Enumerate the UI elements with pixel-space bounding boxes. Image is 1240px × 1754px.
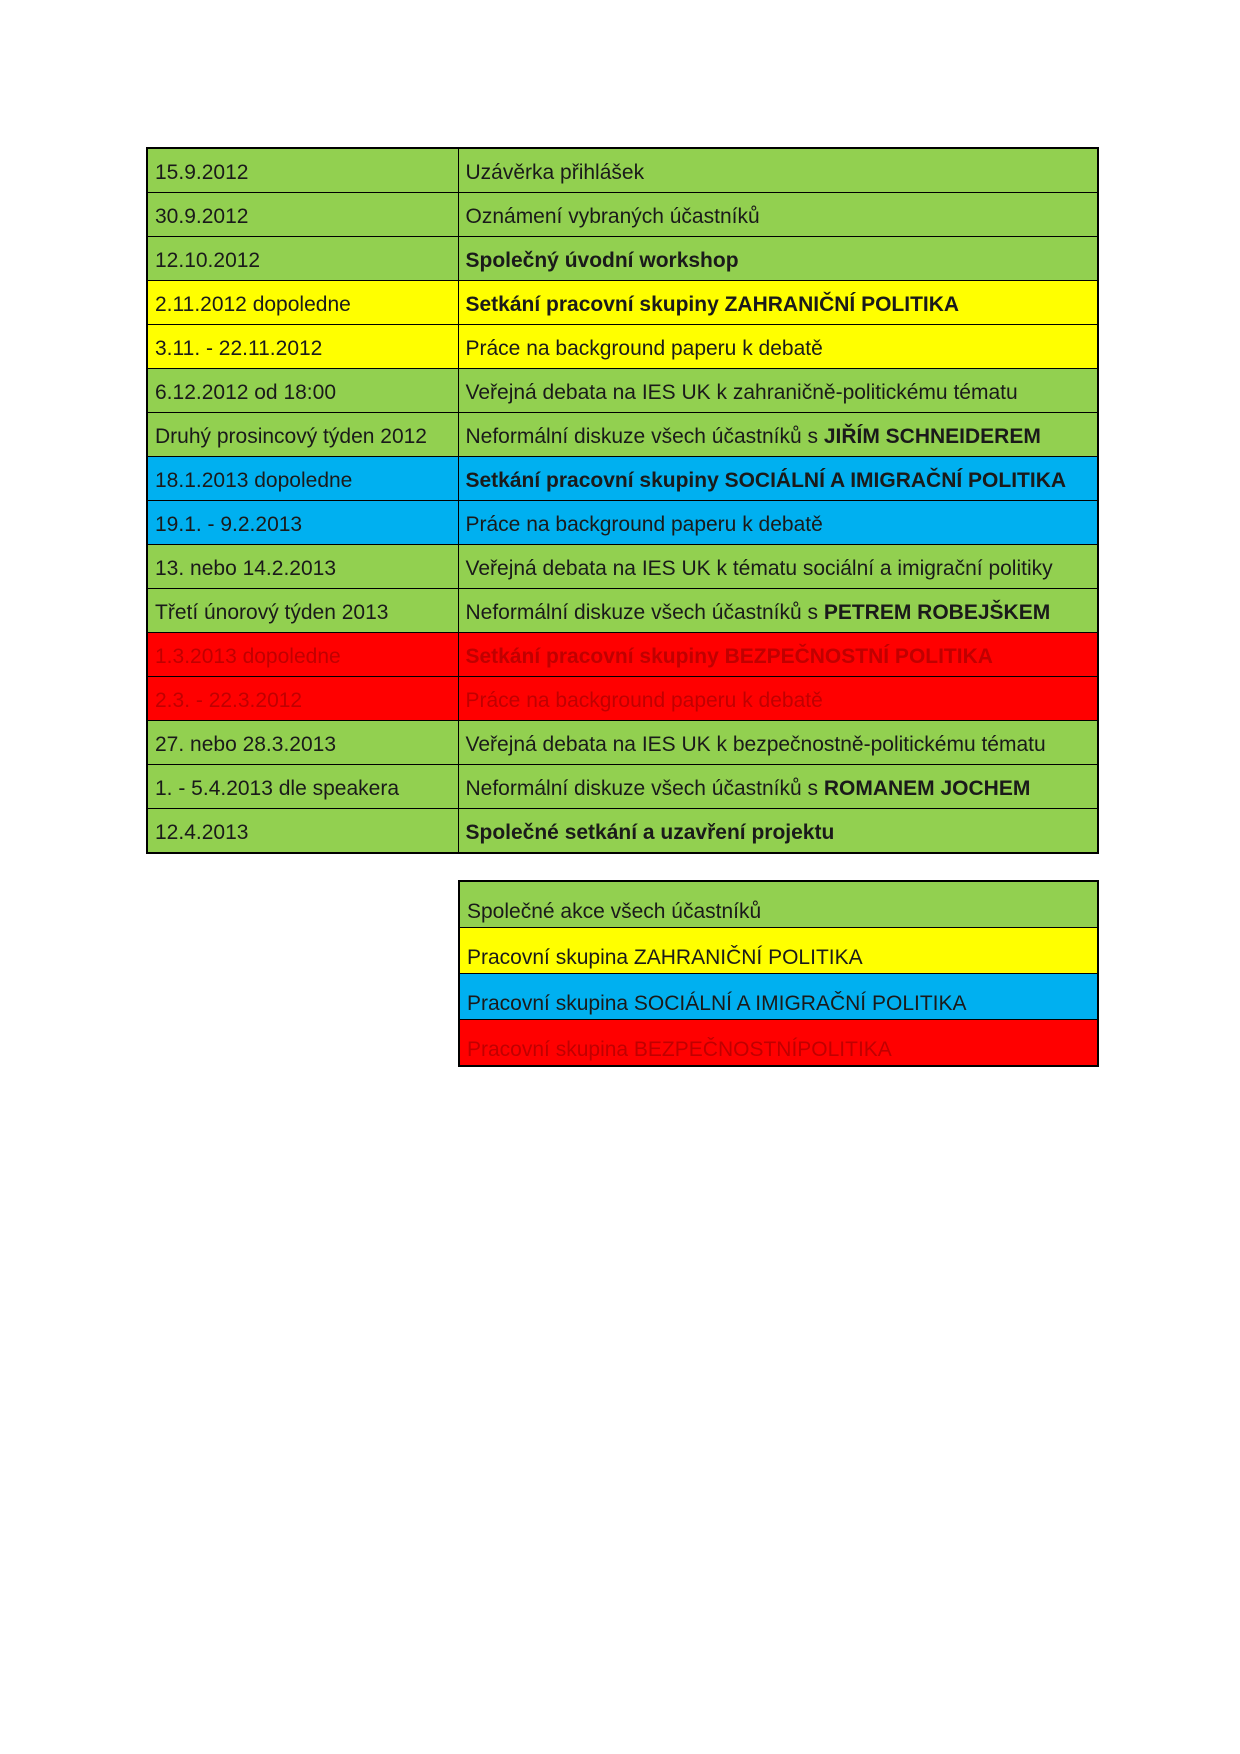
schedule-event-guest: ROMANEM JOCHEM: [823, 776, 1031, 800]
legend-row: [459, 881, 1098, 928]
schedule-row: [147, 148, 1098, 193]
schedule-date-cell: 6.12.2012 od 18:00: [147, 369, 458, 413]
schedule-date-cell: 30.9.2012: [147, 193, 458, 237]
schedule-table: [146, 147, 1099, 854]
schedule-event-cell: [458, 413, 1098, 457]
schedule-event-text: Neformální diskuze všech účastníků s: [465, 424, 824, 448]
schedule-event-text: Práce na background paperu k debatě: [465, 512, 823, 536]
schedule-row: [147, 457, 1098, 501]
schedule-event-cell: [458, 501, 1098, 545]
schedule-event-text: Veřejná debata na IES UK k tématu sociální a imigrační politiky: [465, 556, 1053, 580]
legend-table: [458, 880, 1099, 1067]
schedule-event-text: Oznámení vybraných účastníků: [465, 204, 760, 228]
schedule-event-cell: [458, 457, 1098, 501]
schedule-body: [147, 148, 1098, 853]
schedule-row: [147, 501, 1098, 545]
schedule-event-text: Společný úvodní workshop: [465, 248, 739, 272]
schedule-event-text: Veřejná debata na IES UK k bezpečnostně-politickému tématu: [465, 732, 1046, 756]
schedule-event-guest: PETREM ROBEJŠKEM: [823, 600, 1051, 624]
schedule-row: [147, 369, 1098, 413]
schedule-event-cell: [458, 237, 1098, 281]
schedule-event-cell: [458, 633, 1098, 677]
schedule-row: [147, 325, 1098, 369]
schedule-event-cell: [458, 193, 1098, 237]
schedule-row: [147, 809, 1098, 854]
schedule-row: [147, 413, 1098, 457]
schedule-row: [147, 721, 1098, 765]
schedule-row: [147, 765, 1098, 809]
schedule-row: [147, 589, 1098, 633]
legend-label: Pracovní skupina BEZPEČNOSTNÍPOLITIKA: [459, 1020, 1098, 1067]
schedule-date-cell: 12.4.2013: [147, 809, 458, 854]
schedule-event-text: Neformální diskuze všech účastníků s: [465, 600, 824, 624]
legend-row: [459, 974, 1098, 1020]
schedule-date-cell: 27. nebo 28.3.2013: [147, 721, 458, 765]
schedule-date-cell: 2.11.2012 dopoledne: [147, 281, 458, 325]
legend-body: [459, 881, 1098, 1066]
schedule-event-cell: [458, 809, 1098, 854]
schedule-event-text: Setkání pracovní skupiny BEZPEČNOSTNÍ POLITIKA: [465, 644, 993, 668]
schedule-event-cell: [458, 721, 1098, 765]
schedule-event-cell: [458, 325, 1098, 369]
schedule-event-cell: [458, 148, 1098, 193]
schedule-date-cell: 13. nebo 14.2.2013: [147, 545, 458, 589]
schedule-event-text: Práce na background paperu k debatě: [465, 336, 823, 360]
legend-label: Pracovní skupina SOCIÁLNÍ A IMIGRAČNÍ POLITIKA: [459, 974, 1098, 1020]
schedule-event-cell: [458, 677, 1098, 721]
schedule-row: [147, 633, 1098, 677]
schedule-row: [147, 677, 1098, 721]
schedule-row: [147, 545, 1098, 589]
schedule-event-text: Setkání pracovní skupiny SOCIÁLNÍ A IMIGRAČNÍ POLITIKA: [465, 468, 1067, 492]
schedule-event-cell: [458, 589, 1098, 633]
schedule-date-cell: 15.9.2012: [147, 148, 458, 193]
schedule-event-cell: [458, 369, 1098, 413]
legend-label: Pracovní skupina ZAHRANIČNÍ POLITIKA: [459, 928, 1098, 974]
schedule-date-cell: 19.1. - 9.2.2013: [147, 501, 458, 545]
schedule-row: [147, 193, 1098, 237]
schedule-event-text: Uzávěrka přihlášek: [465, 160, 645, 184]
schedule-date-cell: 2.3. - 22.3.2012: [147, 677, 458, 721]
legend-row: [459, 1020, 1098, 1067]
schedule-date-cell: 1. - 5.4.2013 dle speakera: [147, 765, 458, 809]
schedule-row: [147, 281, 1098, 325]
schedule-event-text: Společné setkání a uzavření projektu: [465, 820, 835, 844]
schedule-event-cell: [458, 545, 1098, 589]
schedule-event-text: Práce na background paperu k debatě: [465, 688, 823, 712]
schedule-event-text: Setkání pracovní skupiny ZAHRANIČNÍ POLITIKA: [465, 292, 960, 316]
schedule-date-cell: Druhý prosincový týden 2012: [147, 413, 458, 457]
schedule-row: [147, 237, 1098, 281]
schedule-event-cell: [458, 281, 1098, 325]
schedule-date-cell: Třetí únorový týden 2013: [147, 589, 458, 633]
schedule-event-text: Veřejná debata na IES UK k zahraničně-politickému tématu: [465, 380, 1018, 404]
legend-row: [459, 928, 1098, 974]
schedule-date-cell: 12.10.2012: [147, 237, 458, 281]
schedule-event-cell: [458, 765, 1098, 809]
schedule-event-text: Neformální diskuze všech účastníků s: [465, 776, 824, 800]
schedule-date-cell: 1.3.2013 dopoledne: [147, 633, 458, 677]
schedule-event-guest: JIŘÍM SCHNEIDEREM: [823, 424, 1041, 448]
legend-label: Společné akce všech účastníků: [459, 881, 1098, 928]
schedule-date-cell: 18.1.2013 dopoledne: [147, 457, 458, 501]
schedule-date-cell: 3.11. - 22.11.2012: [147, 325, 458, 369]
